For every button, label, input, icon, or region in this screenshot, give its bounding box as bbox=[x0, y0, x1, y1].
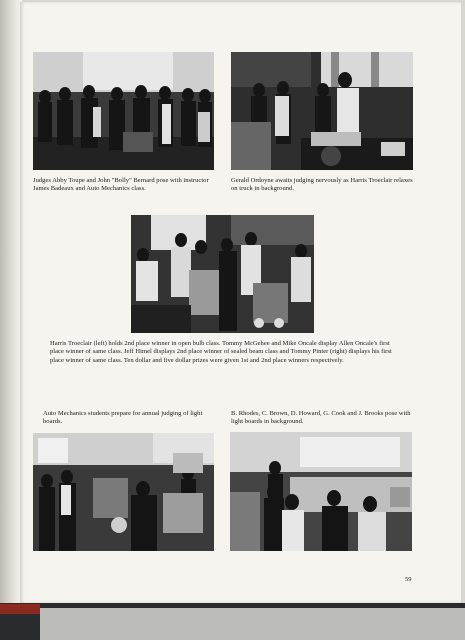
caption-photo-5: B. Rhodes, C. Brown, D. Howard, G. Cook and J. Brooks pose with light boards in background. bbox=[231, 410, 411, 426]
photo-light-board-winners bbox=[131, 215, 314, 333]
page-binding bbox=[0, 0, 22, 603]
photo-ordoyne-judging bbox=[231, 52, 413, 170]
book-cover-edge bbox=[0, 604, 40, 614]
photo-judges-class bbox=[33, 52, 214, 170]
page-number: 59 bbox=[405, 576, 412, 583]
caption-photo-2: Gerald Ordoyne awaits judging nervously as Harris Troeclair relaxes on truck in background. bbox=[231, 177, 413, 193]
caption-photo-3: Harris Troeclair (left) holds 2nd place winner in open bulb class. Tommy McGehee and Mike Oncale display Allen Oncale's first place winner of same class. Jeff Himel displays 2nd place winner of sealed beam class and Tommy Pinter (right) displays his first place winner of same class. Ten dollar and five dollar prizes were given 1st and 2nd place winners respectively. bbox=[50, 340, 392, 364]
caption-photo-4: Auto Mechanics students prepare for annual judging of light boards. bbox=[43, 410, 203, 426]
scan-bed-band bbox=[40, 608, 465, 640]
photo-students-pose bbox=[230, 432, 412, 551]
photo-students-prepare bbox=[33, 433, 214, 551]
caption-photo-1: Judges Abby Toupe and John "Bolly" Bernard pose with instructor James Badeaux and Auto Mechanics class. bbox=[33, 177, 209, 193]
